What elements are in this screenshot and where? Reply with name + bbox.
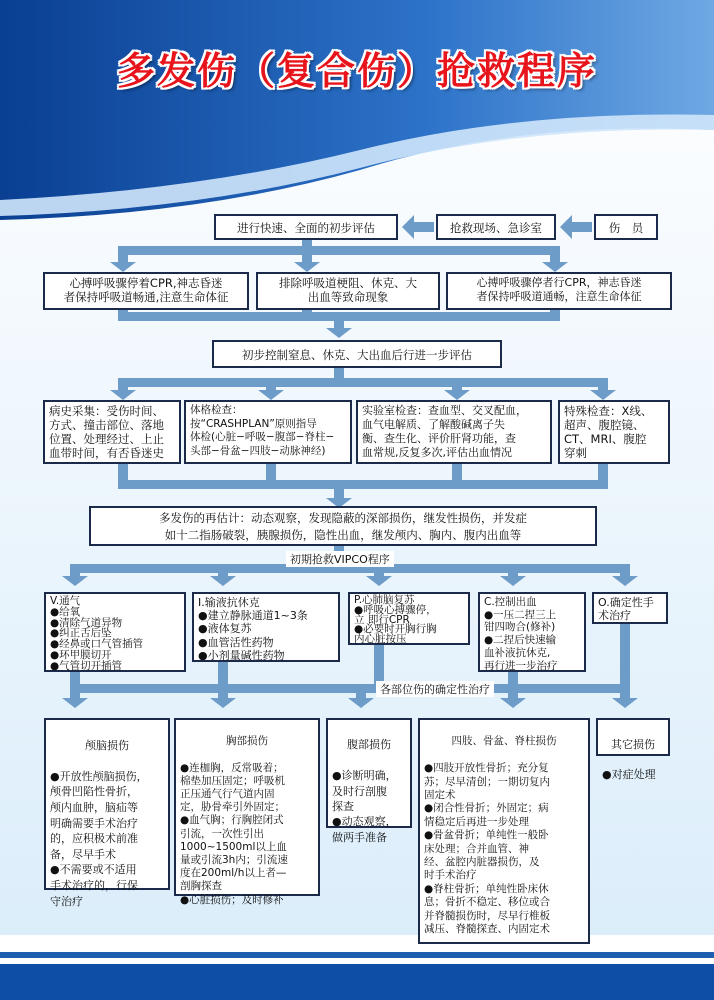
- cpr-left-text: 心搏呼吸骤停着CPR,神志昏迷 者保持呼吸道畅通,注意生命体征: [63, 276, 229, 304]
- physical-exam-box: [184, 400, 352, 464]
- bar-1: [118, 246, 560, 255]
- brain-injury-box: [44, 718, 170, 908]
- airway-box: [256, 272, 440, 310]
- other-injury-box: [596, 718, 670, 781]
- vipco-i-text: I.输液抗休克 ●建立静脉通道1~3条 ●液体复苏 ●血管活性药物 ●小剂量碱性药物: [198, 596, 308, 662]
- limbs-injury-text: ●四肢开放性骨折；充分复 苏；尽早清创；一期切复内 固定术 ●闭合性骨折；外固定；病 情稳定后再进一步处理 ●骨盆骨折；单纯性一般卧 床处理；合并血管、神 经、盆腔内脏器损伤，及 时手术治疗 ●脊柱骨折；单纯性卧床休 息；骨折不稳定、移位或合 并脊髓损伤时，尽早行椎板 减压、脊髓探查、内固定术: [424, 762, 550, 936]
- limbs-injury-box: [418, 718, 590, 944]
- definitive-label: 各部位伤的确定性治疗: [376, 681, 494, 697]
- history-text: 病史采集：受伤时间、 方式、撞击部位、落地 位置、处理经过、上止 血带时间，有否昏迷史: [49, 404, 164, 460]
- vipco-label: 初期抢救VIPCO程序: [286, 551, 394, 567]
- cpr-left-box: [43, 272, 249, 310]
- vipco-v-text: V.通气 ●给氧 ●清除气道异物 ●纠正舌后坠 ●经鼻或口气管插管 ●环甲膜切开 ●气管切开插管: [50, 595, 144, 672]
- history-box: [43, 400, 181, 464]
- reassessment-box: [89, 506, 597, 546]
- vipco-c-text: C.控制出血 ●一压二捏三上 钳四吻合(修补) ●二捏后快速输 血补液抗休克, 再行进一步治疗: [484, 596, 558, 672]
- further-assessment-text: 初步控制窒息、休克、大出血后行进一步评估: [242, 348, 472, 362]
- abdomen-injury-title: 腹部损伤: [347, 738, 391, 752]
- arrow-scene-to-assess: [402, 215, 434, 239]
- chest-injury-text: ●连枷胸，反常吸着； 棉垫加压固定；呼吸机 正压通气行气道内固 定，胁骨牵引外固定； ●血气胸；行胸腔闭式 引流，一次性引出 1000~1500ml以上血 量或引流3h内；引流速 度在200ml/h以上者— 剖胸探查 ●心脏损伤；及时修补: [180, 761, 288, 906]
- special-exam-box: [558, 400, 670, 464]
- other-injury-text: ●对症处理: [602, 768, 656, 781]
- arrow-patient-to-scene: [560, 215, 592, 239]
- scene-box: [436, 214, 556, 240]
- vipco-v-box: [44, 592, 186, 672]
- patient-text: 伤 员: [608, 221, 644, 235]
- page-title: 多发伤（复合伤）抢救程序: [116, 49, 597, 93]
- special-exam-text: 特殊检查：X线、 超声、腹腔镜、 CT、MRI、腹腔 穿刺: [564, 404, 653, 460]
- brain-injury-title: 颅脑损伤: [85, 738, 129, 752]
- vipco-c-box: [478, 592, 586, 672]
- other-injury-title: 其它损伤: [611, 738, 655, 751]
- scene-text: 抢救现场、急诊室: [450, 221, 542, 235]
- cpr-right-text: 心搏呼吸骤停者行CPR，神志昏迷 者保持呼吸道通畅，注意生命体征: [476, 276, 642, 303]
- reassessment-text: 多发伤的再估计：动态观察，发现隐蔽的深部损伤，继发性损伤，并发症 如十二指肠破裂，胰腺损伤，隐性出血，继发颅内、胸内、腹内出血等: [159, 511, 527, 542]
- cpr-right-box: [446, 272, 672, 310]
- initial-assessment-text: 进行快速、全面的初步评估: [237, 221, 375, 235]
- vipco-p-box: [348, 592, 470, 645]
- vipco-o-text: O.确定性手 术治疗: [598, 596, 654, 622]
- brain-injury-text: ●开放性颅脑损伤， 颅骨凹陷性骨折， 颅内血肿，脑疝等 明确需要手术治疗 的，应积极术前准 备，尽早手术 ●不需要或不适用 手术治疗的，行保 守治疗: [50, 769, 148, 908]
- vipco-o-box: [592, 592, 668, 624]
- bar-3: [118, 378, 608, 387]
- vipco-p-text: P.心肺脑复苏 ●呼吸心搏骤停， 立 即行CPR ●必要时开胸行胸 内心脏按压: [354, 594, 437, 646]
- lab-box: [356, 400, 552, 464]
- physical-exam-text: 体格检查： 按“CRASHPLAN”原则指导 体检(心脏−呼吸−腹部−脊柱− 头部−骨盆−四肢−动脉神经): [190, 404, 335, 457]
- chest-injury-box: [174, 718, 320, 906]
- chest-injury-title: 胸部损伤: [226, 735, 268, 748]
- patient-box: [594, 214, 658, 240]
- bar-4: [118, 480, 608, 489]
- abdomen-injury-box: [326, 718, 412, 844]
- limbs-injury-title: 四肢、骨盆、脊柱损伤: [451, 735, 557, 748]
- vipco-i-box: [192, 592, 340, 662]
- further-assessment-box: [212, 340, 502, 368]
- initial-assessment-box: [214, 214, 398, 240]
- lab-text: 实验室检查：查血型、交叉配血， 血气电解质、了解酸碱离子失 衡、查生化、评价肝肾功能，查 血常规,反复多次,评估出血情况: [362, 404, 527, 459]
- airway-text: 排除呼吸道梗阻、休克、大 出血等致命现象: [279, 276, 417, 304]
- abdomen-injury-text: ●诊断明确， 及时行剖腹 探查 ●动态观察， 做两手准备: [332, 769, 397, 844]
- bar-6: [70, 684, 630, 693]
